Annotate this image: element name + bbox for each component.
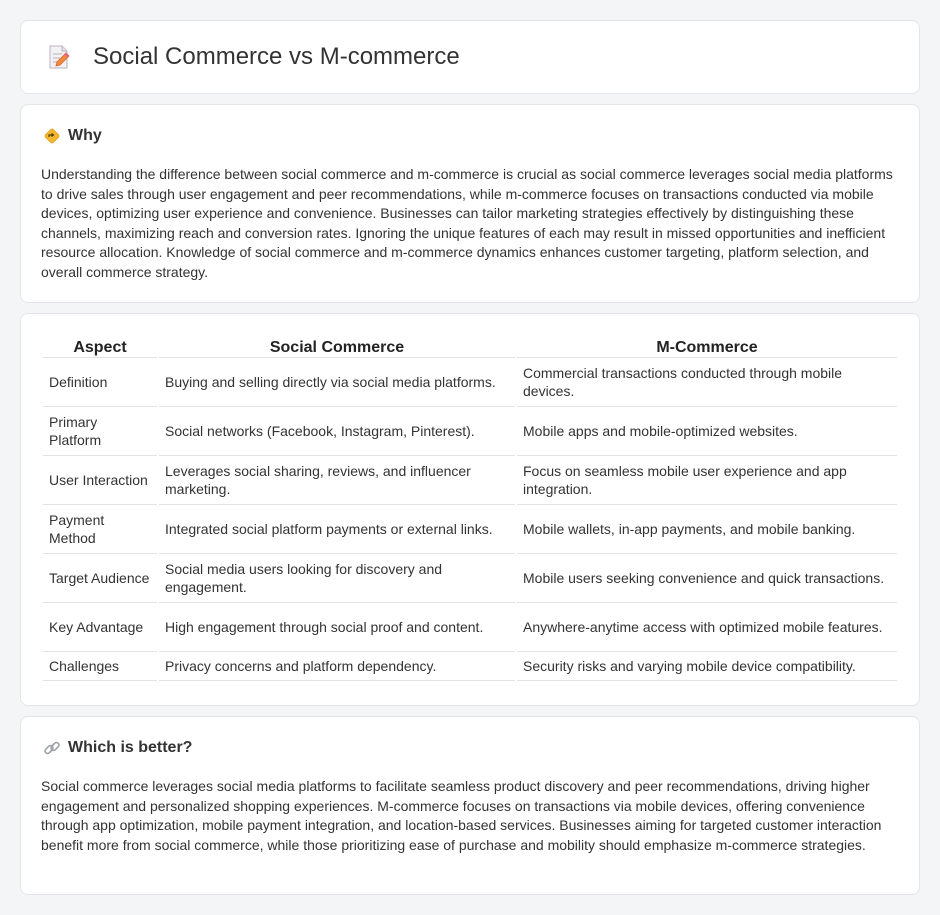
table-row: [43, 554, 897, 603]
why-title: Why: [68, 127, 102, 144]
document-edit-icon: [47, 44, 71, 70]
m-commerce-cell: Focus on seamless mobile user experience and app integration.: [517, 456, 897, 505]
table-row: [43, 456, 897, 505]
table-row: [43, 407, 897, 456]
column-header-social-commerce: Social Commerce: [159, 335, 515, 358]
comparison-section: [20, 313, 920, 706]
header-card: [20, 20, 920, 94]
table-row: [43, 505, 897, 554]
aspect-cell: Target Audience: [43, 554, 157, 603]
table-header-row: [43, 335, 897, 358]
column-header-aspect: Aspect: [43, 335, 157, 358]
m-commerce-cell: Commercial transactions conducted through mobile devices.: [517, 358, 897, 407]
why-heading: [43, 127, 102, 145]
social-commerce-cell: Social media users looking for discovery and engagement.: [159, 554, 515, 603]
m-commerce-cell: Mobile users seeking convenience and quick transactions.: [517, 554, 897, 603]
m-commerce-cell: Anywhere-anytime access with optimized mobile features.: [517, 603, 897, 652]
why-body: Understanding the difference between social commerce and m-commerce is crucial as social commerce leverages social media platforms to drive sales through user engagement and peer recommendations, while m-commerce focuses on transactions conducted via mobile devices, optimizing user experience and convenience. Businesses can tailor marketing strategies effectively by distinguishing these channels, maximizing reach and conversion rates. Ignoring the unique features of each may result in missed opportunities and inefficient resource allocation. Knowledge of social commerce and m-commerce dynamics enhances customer targeting, platform selection, and overall commerce strategy.: [41, 166, 893, 280]
warning-diamond-icon: [43, 127, 61, 145]
aspect-cell: Primary Platform: [43, 407, 157, 456]
column-header-m-commerce: M-Commerce: [517, 335, 897, 358]
aspect-cell: Challenges: [43, 652, 157, 681]
social-commerce-cell: Privacy concerns and platform dependency.: [159, 652, 515, 681]
why-section: [20, 104, 920, 303]
m-commerce-cell: Mobile wallets, in-app payments, and mobile banking.: [517, 505, 897, 554]
better-body: Social commerce leverages social media platforms to facilitate seamless product discovery and peer recommendations, driving higher engagement and personalized shopping experiences. M-commerce focuses on transactions via mobile devices, offering convenience through app optimization, mobile payment integration, and location-based services. Businesses aiming for targeted customer interaction benefit more from social commerce, while those prioritizing ease of purchase and mobility should emphasize m-commerce strategies.: [41, 778, 882, 853]
social-commerce-cell: Leverages social sharing, reviews, and influencer marketing.: [159, 456, 515, 505]
link-icon: [43, 739, 61, 757]
aspect-cell: User Interaction: [43, 456, 157, 505]
aspect-cell: Key Advantage: [43, 603, 157, 652]
m-commerce-cell: Mobile apps and mobile-optimized websites.: [517, 407, 897, 456]
social-commerce-cell: Integrated social platform payments or external links.: [159, 505, 515, 554]
table-row: [43, 652, 897, 681]
comparison-table: [41, 335, 899, 681]
social-commerce-cell: Social networks (Facebook, Instagram, Pinterest).: [159, 407, 515, 456]
table-row: [43, 358, 897, 407]
better-heading: [43, 739, 192, 757]
m-commerce-cell: Security risks and varying mobile device compatibility.: [517, 652, 897, 681]
social-commerce-cell: High engagement through social proof and content.: [159, 603, 515, 652]
aspect-cell: Payment Method: [43, 505, 157, 554]
better-title: Which is better?: [68, 739, 193, 756]
table-row: [43, 603, 897, 652]
which-is-better-section: [20, 716, 920, 895]
social-commerce-cell: Buying and selling directly via social media platforms.: [159, 358, 515, 407]
page-title: Social Commerce vs M-commerce: [93, 43, 460, 70]
aspect-cell: Definition: [43, 358, 157, 407]
